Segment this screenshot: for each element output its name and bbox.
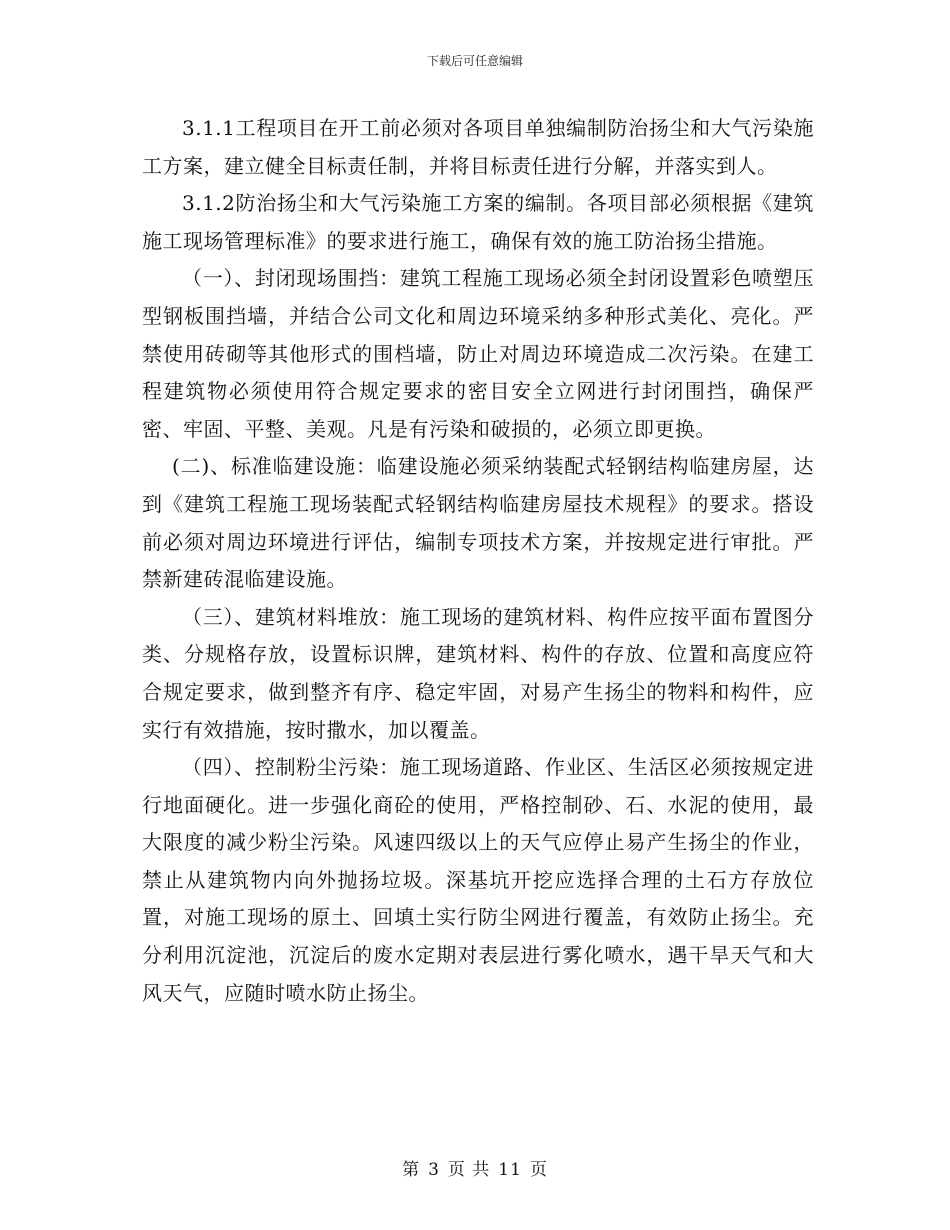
page-footer [0,1155,950,1180]
document-body [142,110,814,1012]
footer-total-pages: 11 [498,1160,522,1180]
paragraph-material-storage: （三）、建筑材料堆放：施工现场的建筑材料、构件应按平面布置图分类、分规格存放，设置标识牌，建筑材料、构件的存放、位置和高度应符合规定要求，做到整齐有序、稳定牢固，对易产生扬尘的物料和构件，应实行有效措施，按时撒水，加以覆盖。 [142,604,814,742]
paragraph-dust-control: （四）、控制粉尘污染：施工现场道路、作业区、生活区必须按规定进行地面硬化。进一步强化商砼的使用，严格控制砂、石、水泥的使用，最大限度的减少粉尘污染。风速四级以上的天气应停止易产生扬尘的作业，禁止从建筑物内向外抛扬垃圾。深基坑开挖应选择合理的土石方存放位置，对施工现场的原土、回填土实行防尘网进行覆盖，有效防止扬尘。充分利用沉淀池，沉淀后的废水定期对表层进行雾化喷水，遇干旱天气和大风天气，应随时喷水防止扬尘。 [142,755,814,1005]
page-header: 下载后可任意编辑 [426,54,523,68]
footer-prefix: 第 [402,1160,421,1180]
paragraph-3-1-2: 3.1.2防治扬尘和大气污染施工方案的编制。各项目部必须根据《建筑施工现场管理标准》的要求进行施工，确保有效的施工防治扬尘措施。 [142,191,814,253]
footer-page-number: 3 [428,1160,440,1180]
paragraph-3-1-1: 3.1.1工程项目在开工前必须对各项目单独编制防治扬尘和大气污染施工方案，建立健全目标责任制，并将目标责任进行分解，并落实到人。 [142,116,814,178]
paragraph-enclosure: （一）、封闭现场围挡：建筑工程施工现场必须全封闭设置彩色喷塑压型钢板围挡墙，并结合公司文化和周边环境采纳多种形式美化、亮化。严禁使用砖砌等其他形式的围档墙，防止对周边环境造成二次污染。在建工程建筑物必须使用符合规定要求的密目安全立网进行封闭围挡，确保严密、牢固、平整、美观。凡是有污染和破损的，必须立即更换。 [142,266,814,441]
footer-suffix: 页 [529,1160,548,1180]
footer-middle: 页 共 [447,1160,491,1180]
paragraph-temporary-facilities: (二)、标准临建设施：临建设施必须采纳装配式轻钢结构临建房屋，达到《建筑工程施工现场装配式轻钢结构临建房屋技术规程》的要求。搭设前必须对周边环境进行评估，编制专项技术方案，并按规定进行审批。严禁新建砖混临建设施。 [142,454,814,592]
